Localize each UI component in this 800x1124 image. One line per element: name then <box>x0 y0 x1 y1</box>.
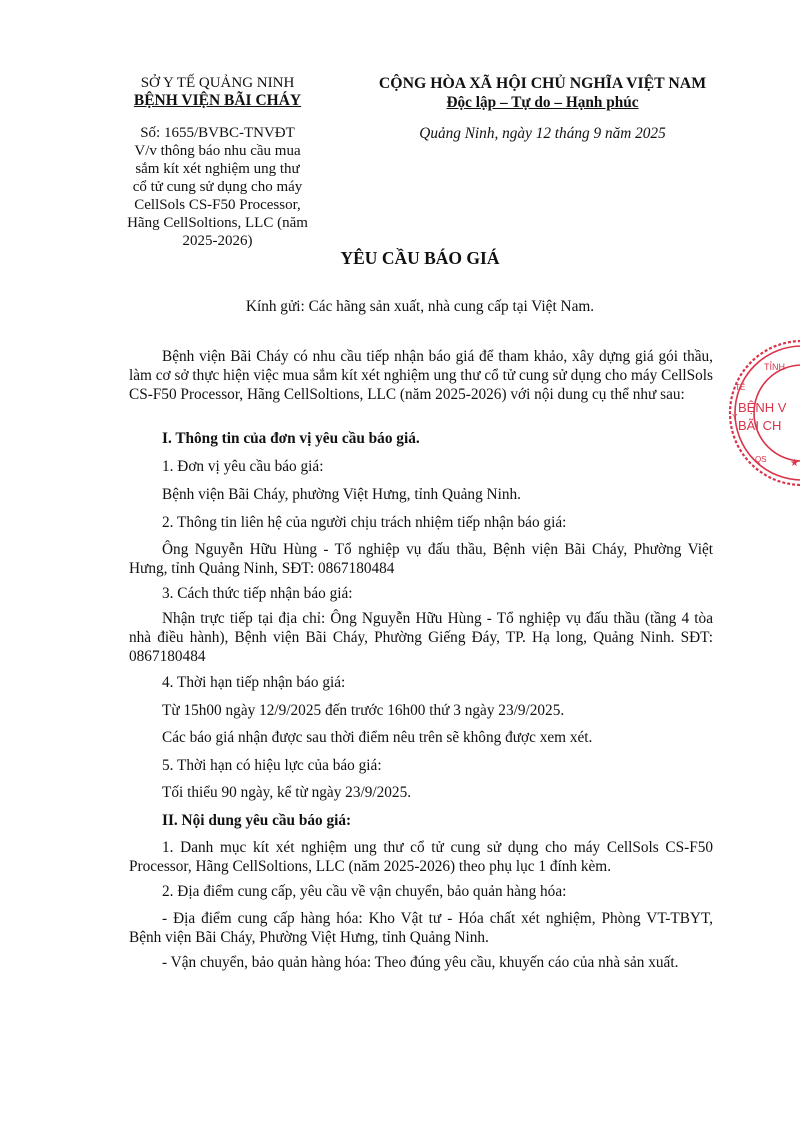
header-right <box>335 74 750 143</box>
section-1-item-4-note: Các báo giá nhận được sau thời điểm nêu trên sẽ không được xem xét. <box>162 729 593 746</box>
section-1-heading: I. Thông tin của đơn vị yêu cầu báo giá. <box>162 430 420 447</box>
section-1-item-3-value: Nhận trực tiếp tại địa chỉ: Ông Nguyễn Hữu Hùng - Tổ nghiệp vụ đấu thầu (tầng 4 tòa nhà điều hành), Bệnh viện Bãi Cháy, Phường Giếng Đáy, TP. Hạ long, Quảng Ninh. SĐT: 0867180484 <box>129 610 713 665</box>
section-2-item-1: 1. Danh mục kít xét nghiệm ung thư cổ tử cung sử dụng cho máy CellSols CS-F50 Processor, Hãng CellSoltions, LLC (năm 2025-2026) theo phụ lục 1 đính kèm. <box>129 839 713 875</box>
seal-line-2: BÃI CH <box>738 418 782 433</box>
section-1-item-1-label: 1. Đơn vị yêu cầu báo giá: <box>162 458 324 475</box>
section-1-item-2-label: 2. Thông tin liên hệ của người chịu trách nhiệm tiếp nhận báo giá: <box>162 514 567 531</box>
recipient-line: Kính gửi: Các hãng sản xuất, nhà cung cấp tại Việt Nam. <box>245 298 595 315</box>
seal-star-icon: ★ <box>790 458 799 469</box>
seal-side-letter: Y <box>732 413 738 422</box>
section-1-item-4-value: Từ 15h00 ngày 12/9/2025 đến trước 16h00 thứ 3 ngày 23/9/2025. <box>162 702 565 719</box>
seal-ring-text: TỈNH <box>764 362 785 372</box>
section-2-item-2-label: 2. Địa điểm cung cấp, yêu cầu về vận chuyển, bảo quản hàng hóa: <box>162 883 567 900</box>
section-2-bullet-2: - Vận chuyển, bảo quản hàng hóa: Theo đúng yêu cầu, khuyến cáo của nhà sản xuất. <box>162 954 679 971</box>
section-1-item-3-label: 3. Cách thức tiếp nhận báo giá: <box>162 585 353 602</box>
section-1-item-4-label: 4. Thời hạn tiếp nhận báo giá: <box>162 674 346 691</box>
subject-line: 2025-2026) <box>182 233 253 249</box>
ministry-name: SỞ Y TẾ QUẢNG NINH <box>140 75 295 91</box>
subject-line: CellSols CS-F50 Processor, <box>134 197 301 213</box>
nation-name: CỘNG HÒA XÃ HỘI CHỦ NGHĨA VIỆT NAM <box>378 75 707 92</box>
subject-line: sắm kít xét nghiệm ung thư <box>135 161 300 177</box>
national-motto: Độc lập – Tự do – Hạnh phúc <box>446 94 639 111</box>
document-date: Quảng Ninh, ngày 12 tháng 9 năm 2025 <box>419 125 666 142</box>
document-number: Số: 1655/BVBC-TNVĐT <box>140 125 295 141</box>
section-1-item-5-label: 5. Thời hạn có hiệu lực của báo giá: <box>162 757 382 774</box>
intro-paragraph: Bệnh viện Bãi Cháy có nhu cầu tiếp nhận báo giá để tham khảo, xây dựng giá gói thầu, làm cơ sở thực hiện việc mua sắm kít xét nghiệm ung thư cổ tử cung sử dụng cho máy CellSols CS-F50 Processor, Hãng CellSoltions, LLC (năm 2025-2026) với nội dung cụ thể như sau: <box>129 348 713 403</box>
subject-line: Hãng CellSoltions, LLC (năm <box>127 215 308 231</box>
subject-line: cổ tử cung sử dụng cho máy <box>132 179 303 195</box>
subject-line: V/v thông báo nhu cầu mua <box>134 143 301 159</box>
document-subject <box>110 142 325 250</box>
hospital-name: BỆNH VIỆN BÃI CHÁY <box>133 92 302 109</box>
section-2-heading: II. Nội dung yêu cầu báo giá: <box>162 812 352 829</box>
document-title: YÊU CẦU BÁO GIÁ <box>340 248 500 268</box>
section-1-item-2-value: Ông Nguyễn Hữu Hùng - Tổ nghiệp vụ đấu thầu, Bệnh viện Bãi Cháy, Phường Việt Hưng, tỉnh Quảng Ninh, SĐT: 0867180484 <box>129 541 713 577</box>
seal-bottom-text: QS <box>755 455 767 464</box>
seal-line-1: BỆNH V <box>738 400 787 415</box>
header-left <box>110 74 325 250</box>
section-1-item-5-value: Tối thiểu 90 ngày, kể từ ngày 23/9/2025. <box>162 784 412 801</box>
section-2-bullet-1: - Địa điểm cung cấp hàng hóa: Kho Vật tư - Hóa chất xét nghiệm, Phòng VT-TBYT, Bệnh viện Bãi Cháy, Phường Việt Hưng, tỉnh Quảng Ninh. <box>129 910 713 946</box>
section-1-item-1-value: Bệnh viện Bãi Cháy, phường Việt Hưng, tỉnh Quảng Ninh. <box>162 486 521 503</box>
seal-side-letter: TẾ <box>735 383 746 392</box>
official-seal <box>727 338 800 488</box>
